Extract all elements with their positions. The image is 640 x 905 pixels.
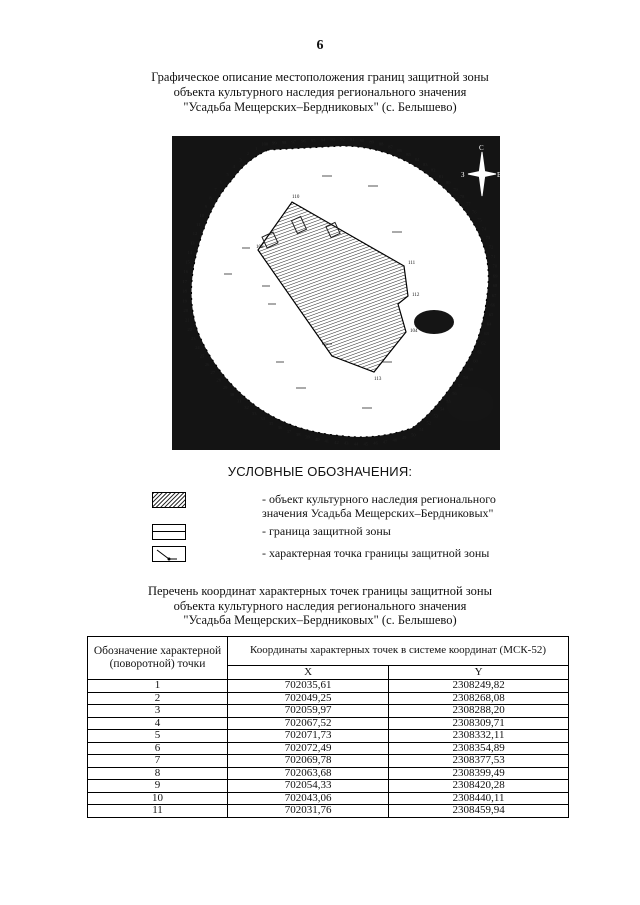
zone-point-label: 59 bbox=[468, 366, 473, 372]
zone-point-label: 100 bbox=[261, 141, 269, 147]
zone-point-label: 8 bbox=[209, 195, 212, 201]
zone-point-label: 98 bbox=[281, 140, 287, 145]
zone-point-label: 78 bbox=[459, 194, 465, 200]
zone-point-label: 51 bbox=[419, 427, 424, 432]
compass-north: С bbox=[479, 144, 484, 152]
legend-label-line: значения Усадьба Мещерских–Бердниковых" bbox=[262, 506, 494, 520]
zone-point-label: 25 bbox=[199, 353, 205, 359]
zone-point-label: 44 bbox=[353, 441, 359, 447]
x-cell: 702035,61 bbox=[228, 680, 389, 693]
x-cell: 702043,06 bbox=[228, 792, 389, 805]
zone-point-label: 36 bbox=[277, 425, 283, 431]
zone-point-label: 21 bbox=[185, 317, 190, 323]
zone-point-label: 54 bbox=[440, 406, 445, 412]
zone-point-label: 2 bbox=[246, 151, 250, 157]
column-header-x: X bbox=[228, 666, 389, 680]
point-id-cell: 10 bbox=[88, 792, 228, 805]
list-title-line: "Усадьба Мещерских–Бердниковых" (с. Белышево) bbox=[183, 613, 457, 627]
zone-point-label: 61 bbox=[477, 349, 483, 355]
point-id-cell: 7 bbox=[88, 755, 228, 768]
zone-point-label: 53 bbox=[433, 413, 439, 419]
zone-point-label: 17 bbox=[182, 278, 188, 284]
hatch-swatch bbox=[152, 492, 186, 508]
zone-point-label: 13 bbox=[189, 240, 195, 246]
object-point-label: 108 bbox=[256, 245, 264, 250]
y-cell: 2308377,53 bbox=[389, 755, 569, 768]
zone-point-label: 82 bbox=[431, 167, 436, 173]
x-cell: 702063,68 bbox=[228, 767, 389, 780]
zone-point-label: 9 bbox=[204, 204, 208, 210]
table-row bbox=[88, 755, 569, 768]
zone-point-label: 76 bbox=[471, 209, 477, 215]
zone-point-label: 16 bbox=[183, 269, 189, 275]
table-row bbox=[88, 705, 569, 718]
y-cell: 2308399,49 bbox=[389, 767, 569, 780]
x-cell: 702059,97 bbox=[228, 705, 389, 718]
zone-point-label: 37 bbox=[286, 428, 292, 434]
page-number: 6 bbox=[316, 38, 324, 53]
y-cell: 2308420,28 bbox=[389, 780, 569, 793]
column-header-coordinates: Координаты характерных точек в системе координат (МСК-52) bbox=[228, 637, 569, 666]
zone-point-label: 91 bbox=[350, 136, 355, 142]
zone-point-label: 43 bbox=[343, 440, 349, 446]
zone-point-label: 33 bbox=[252, 410, 257, 416]
zone-point-label: 23 bbox=[191, 336, 196, 342]
zone-point-label: 55 bbox=[446, 399, 451, 404]
zone-point-label: 3 bbox=[239, 157, 242, 163]
zone-point-label: 89 bbox=[369, 139, 374, 145]
legend-label bbox=[262, 492, 496, 520]
point-id-cell: 6 bbox=[88, 742, 228, 755]
point-id-cell: 1 bbox=[88, 680, 228, 693]
vegetation bbox=[414, 310, 454, 334]
zone-point-label: 26 bbox=[204, 361, 210, 367]
zone-point-label: 34 bbox=[260, 416, 265, 422]
zone-point-label: 96 bbox=[301, 138, 306, 144]
zone-point-label: 99 bbox=[272, 140, 277, 146]
y-cell: 2308288,20 bbox=[389, 705, 569, 718]
zone-point-label: 32 bbox=[244, 405, 249, 410]
zone-point-label: 5 bbox=[226, 171, 229, 177]
point-id-cell: 4 bbox=[88, 717, 228, 730]
zone-point-label: 42 bbox=[334, 439, 339, 445]
zone-point-label: 83 bbox=[423, 162, 428, 168]
zone-point-label: 24 bbox=[195, 345, 200, 350]
zone-point-label: 7 bbox=[214, 187, 217, 193]
zone-point-label: 87 bbox=[388, 144, 393, 150]
zone-point-label: 39 bbox=[305, 434, 310, 440]
point-id-cell: 9 bbox=[88, 780, 228, 793]
zone-point-label: 60 bbox=[473, 358, 478, 364]
document-title bbox=[100, 70, 540, 115]
zone-point-label: 14 bbox=[187, 249, 192, 255]
list-title-line: объекта культурного наследия регионального значения bbox=[173, 598, 467, 613]
title-line: "Усадьба Мещерских–Бердниковых" (с. Белышево) bbox=[183, 100, 457, 114]
zone-point-label: 67 bbox=[491, 292, 497, 298]
table-row bbox=[88, 792, 569, 805]
legend-label-line: - объект культурного наследия регионального bbox=[262, 492, 496, 506]
border-swatch bbox=[152, 524, 186, 540]
zone-point-label: 22 bbox=[187, 327, 193, 332]
table-row bbox=[88, 742, 569, 755]
zone-point-label: 77 bbox=[466, 201, 471, 207]
zone-point-label: 40 bbox=[314, 436, 320, 442]
zone-point-label: 72 bbox=[488, 244, 494, 250]
zone-point-label: 12 bbox=[192, 231, 198, 237]
compass-west: З bbox=[461, 171, 465, 179]
zone-point-label: 58 bbox=[463, 375, 468, 381]
zone-point-label: 65 bbox=[488, 312, 494, 318]
zone-point-label: 90 bbox=[359, 137, 365, 143]
zone-point-label: 80 bbox=[446, 180, 451, 186]
table-row bbox=[88, 717, 569, 730]
zone-point-label: 81 bbox=[438, 173, 444, 179]
table-row bbox=[88, 730, 569, 743]
point-id-cell: 5 bbox=[88, 730, 228, 743]
list-title-line: Перечень координат характерных точек границы защитной зоны bbox=[147, 584, 493, 598]
object-point-label: 111 bbox=[408, 261, 416, 266]
zone-point-label: 68 bbox=[492, 283, 498, 289]
compass-east: В bbox=[497, 171, 502, 179]
zone-point-label: 66 bbox=[490, 302, 496, 308]
x-cell: 702054,33 bbox=[228, 780, 389, 793]
legend-label: - граница защитной зоны bbox=[262, 524, 391, 538]
zone-point-label: 92 bbox=[340, 136, 345, 142]
zone-point-label: 84 bbox=[414, 156, 420, 162]
zone-point-label: 20 bbox=[183, 308, 188, 313]
y-cell: 2308268,08 bbox=[389, 692, 569, 705]
zone-point-label: 28 bbox=[216, 377, 221, 383]
zone-point-label: 71 bbox=[491, 254, 496, 259]
zone-point-label: 63 bbox=[484, 331, 489, 337]
x-cell: 702072,49 bbox=[228, 742, 389, 755]
zone-point-label: 15 bbox=[185, 259, 190, 265]
zone-point-label: 30 bbox=[229, 392, 235, 398]
zone-point-label: 46 bbox=[373, 440, 378, 446]
zone-point-label: 31 bbox=[236, 398, 242, 404]
column-header-point: Обозначение характерной (поворотной) точки bbox=[88, 637, 228, 680]
zone-point-label: 73 bbox=[485, 235, 491, 241]
y-cell: 2308309,71 bbox=[389, 717, 569, 730]
zone-point-label: 79 bbox=[453, 187, 458, 192]
coordinates-table-body bbox=[88, 680, 569, 818]
zone-point-label: 35 bbox=[268, 421, 274, 426]
zone-point-label: 47 bbox=[382, 439, 388, 445]
x-cell: 702049,25 bbox=[228, 692, 389, 705]
zone-point-label: 4 bbox=[232, 164, 235, 170]
column-header-y: Y bbox=[389, 666, 569, 680]
zone-point-label: 19 bbox=[182, 298, 187, 304]
zone-point-label: 10 bbox=[199, 212, 205, 218]
title-line: объекта культурного наследия регионального значения bbox=[173, 85, 467, 99]
zone-point-label: 88 bbox=[378, 141, 384, 147]
table-row bbox=[88, 680, 569, 693]
zone-point-label: 69 bbox=[493, 273, 498, 279]
zone-point-label: 41 bbox=[324, 438, 330, 444]
table-row bbox=[88, 805, 569, 818]
site-plan-map bbox=[172, 136, 500, 450]
x-cell: 702069,78 bbox=[228, 755, 389, 768]
zone-point-label: 48 bbox=[392, 437, 397, 443]
zone-point-label: 95 bbox=[310, 138, 316, 144]
zone-point-label: 94 bbox=[320, 137, 326, 143]
x-cell: 702031,76 bbox=[228, 805, 389, 818]
zone-point-label: 93 bbox=[330, 137, 335, 142]
zone-point-label: 97 bbox=[291, 139, 297, 145]
zone-point-label: 52 bbox=[426, 420, 432, 426]
zone-point-label: 62 bbox=[481, 340, 486, 346]
point-swatch bbox=[152, 546, 186, 562]
zone-point-label: 27 bbox=[210, 370, 215, 375]
zone-point-label: 64 bbox=[486, 321, 492, 327]
y-cell: 2308354,89 bbox=[389, 742, 569, 755]
point-id-cell: 11 bbox=[88, 805, 228, 818]
zone-point-label: 18 bbox=[182, 288, 187, 294]
y-cell: 2308332,11 bbox=[389, 730, 569, 743]
table-row bbox=[88, 780, 569, 793]
zone-point-label: 70 bbox=[492, 263, 498, 269]
object-point-label: 110 bbox=[292, 195, 300, 200]
zone-point-label: 11 bbox=[196, 222, 201, 227]
object-point-label: 112 bbox=[412, 293, 420, 298]
zone-point-label: 45 bbox=[363, 441, 368, 447]
x-cell: 702067,52 bbox=[228, 717, 389, 730]
object-point-label: 113 bbox=[374, 377, 382, 382]
coordinates-table bbox=[87, 636, 569, 818]
legend-heading: УСЛОВНЫЕ ОБОЗНАЧЕНИЯ: bbox=[227, 464, 413, 479]
table-row bbox=[88, 767, 569, 780]
zone-point-label: 75 bbox=[477, 217, 482, 223]
table-row bbox=[88, 692, 569, 705]
zone-point-label: 57 bbox=[457, 383, 463, 389]
zone-point-label: 74 bbox=[481, 226, 487, 232]
coordinates-list-title bbox=[100, 584, 540, 628]
zone-point-label: 38 bbox=[295, 432, 301, 438]
zone-point-label: 49 bbox=[401, 435, 407, 441]
object-point-label: 104 bbox=[410, 329, 418, 334]
zone-point-label: 50 bbox=[411, 432, 416, 438]
y-cell: 2308440,11 bbox=[389, 792, 569, 805]
zone-point-label: 29 bbox=[222, 385, 228, 390]
y-cell: 2308459,94 bbox=[389, 805, 569, 818]
point-id-cell: 2 bbox=[88, 692, 228, 705]
point-id-cell: 8 bbox=[88, 767, 228, 780]
y-cell: 2308249,82 bbox=[389, 680, 569, 693]
zone-point-label: 86 bbox=[397, 148, 402, 154]
point-id-cell: 3 bbox=[88, 705, 228, 718]
zone-point-label: 6 bbox=[220, 179, 223, 185]
zone-point-label: 1 bbox=[254, 145, 258, 151]
zone-point-label: 56 bbox=[452, 391, 457, 397]
legend-label: - характерная точка границы защитной зоны bbox=[262, 546, 490, 560]
zone-point-label: 85 bbox=[406, 152, 411, 158]
title-line: Графическое описание местоположения границ защитной зоны bbox=[151, 70, 489, 84]
x-cell: 702071,73 bbox=[228, 730, 389, 743]
